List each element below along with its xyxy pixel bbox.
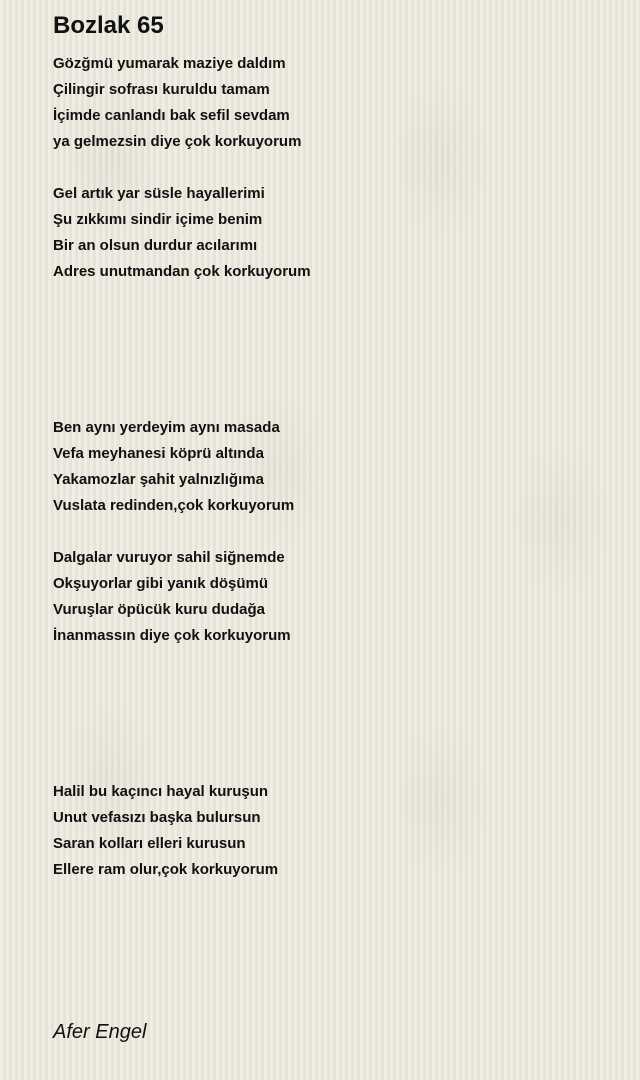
poem-line: Ben aynı yerdeyim aynı masada bbox=[53, 419, 280, 436]
stanza-spacer bbox=[53, 519, 613, 545]
poem-line: Bir an olsun durdur acılarımı bbox=[53, 237, 258, 254]
stanza-4 bbox=[53, 545, 613, 649]
poem-line: Yakamozlar şahit yalnızlığıma bbox=[53, 471, 264, 488]
stanza-2 bbox=[53, 181, 613, 285]
poem-line: Unut vefasızı başka bulursun bbox=[53, 809, 261, 826]
poem-line: Vuruşlar öpücük kuru dudağa bbox=[53, 601, 265, 618]
poem-line: Ellere ram olur,çok korkuyorum bbox=[53, 861, 279, 878]
stanza-spacer bbox=[53, 155, 613, 181]
poem-line: Okşuyorlar gibi yanık döşümü bbox=[53, 575, 269, 592]
stanza-1 bbox=[53, 51, 613, 155]
stanza-spacer bbox=[53, 649, 613, 779]
stanza-spacer bbox=[53, 285, 613, 415]
stanza-3 bbox=[53, 415, 613, 519]
poem-author: Afer Engel bbox=[53, 1021, 147, 1043]
poem-line: İçimde canlandı bak sefil sevdam bbox=[53, 107, 290, 124]
poem-title: Bozlak 65 bbox=[53, 12, 164, 39]
poem-line: Adres unutmandan çok korkuyorum bbox=[53, 263, 311, 280]
poem-line: Dalgalar vuruyor sahil siğnemde bbox=[53, 549, 285, 566]
poem-line: Çilingir sofrası kuruldu tamam bbox=[53, 81, 270, 98]
poem-line: Vuslata redinden,çok korkuyorum bbox=[53, 497, 295, 514]
poem-line: Vefa meyhanesi köprü altında bbox=[53, 445, 264, 462]
poem-line: Gel artık yar süsle hayallerimi bbox=[53, 185, 265, 202]
poem-line: Şu zıkkımı sindir içime benim bbox=[53, 211, 263, 228]
poem-line: Gözğmü yumarak maziye daldım bbox=[53, 55, 286, 72]
poem-line: Saran kolları elleri kurusun bbox=[53, 835, 246, 852]
poem-line: Halil bu kaçıncı hayal kuruşun bbox=[53, 783, 269, 800]
poem-line: ya gelmezsin diye çok korkuyorum bbox=[53, 133, 302, 150]
poem-line: İnanmassın diye çok korkuyorum bbox=[53, 627, 291, 644]
poem-body bbox=[53, 51, 613, 883]
stanza-5 bbox=[53, 779, 613, 883]
